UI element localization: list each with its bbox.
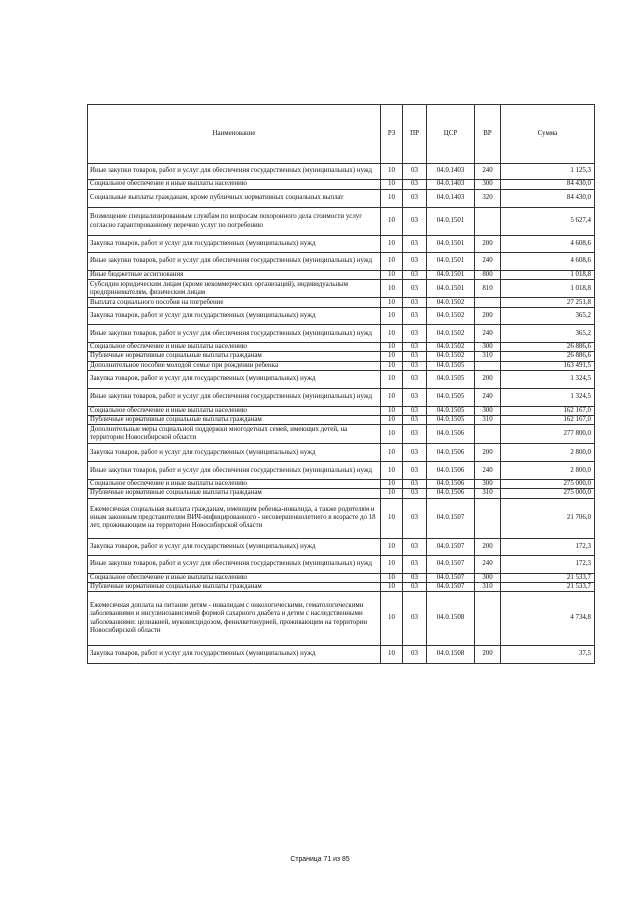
- cell-csr: 04.0.1508: [427, 646, 475, 664]
- cell-name: Выплата социального пособия на погребение: [88, 298, 381, 308]
- cell-name: Публичные нормативные социальные выплаты гражданам: [88, 489, 381, 498]
- cell-name: Ежемесячная социальная выплата гражданам, имеющим ребенка-инвалида, а также родителям и иным законным представителям ВИЧ-инфицированного - несовершеннолетнего в возрасте до 18 лет, проживающим на территории Новосибирской области: [88, 498, 381, 538]
- cell-rz: 10: [381, 208, 403, 236]
- cell-name: Социальное обеспечение и иные выплаты населению: [88, 180, 381, 190]
- cell-name: Иные закупки товаров, работ и услуг для обеспечения государственных (муниципальных) нужд: [88, 253, 381, 271]
- cell-csr: 04.0.1501: [427, 271, 475, 280]
- cell-pr: 03: [403, 498, 427, 538]
- cell-vr: 310: [475, 416, 501, 425]
- cell-sum: 4 608,6: [501, 253, 595, 271]
- cell-rz: 10: [381, 164, 403, 180]
- cell-sum: 1 018,8: [501, 271, 595, 280]
- cell-name: Дополнительные меры социальной поддержки многодетных семей, имеющих детей, на территории Новосибирской области: [88, 425, 381, 444]
- cell-vr: 240: [475, 253, 501, 271]
- cell-vr: 200: [475, 308, 501, 325]
- cell-pr: 03: [403, 208, 427, 236]
- cell-name: Социальное обеспечение и иные выплаты населению: [88, 343, 381, 352]
- cell-rz: 10: [381, 462, 403, 480]
- table-row: [88, 190, 595, 208]
- cell-vr: 200: [475, 370, 501, 388]
- cell-pr: 03: [403, 253, 427, 271]
- table-row: [88, 416, 595, 425]
- cell-csr: 04.0.1403: [427, 180, 475, 190]
- cell-csr: 04.0.1502: [427, 325, 475, 343]
- table-row: [88, 592, 595, 646]
- cell-name: Иные закупки товаров, работ и услуг для обеспечения государственных (муниципальных) нужд: [88, 388, 381, 406]
- cell-pr: 03: [403, 271, 427, 280]
- cell-csr: 04.0.1506: [427, 425, 475, 444]
- cell-csr: 04.0.1505: [427, 416, 475, 425]
- cell-sum: 162 167,0: [501, 406, 595, 415]
- table-row: [88, 352, 595, 361]
- cell-vr: [475, 298, 501, 308]
- cell-pr: 03: [403, 416, 427, 425]
- cell-name: Возмещение специализированным службам по вопросам похоронного дела стоимости услуг согласно гарантированному перечню услуг по погребению: [88, 208, 381, 236]
- cell-rz: 10: [381, 489, 403, 498]
- cell-sum: 277 800,0: [501, 425, 595, 444]
- table-row: [88, 280, 595, 298]
- cell-csr: 04.0.1505: [427, 388, 475, 406]
- cell-rz: 10: [381, 370, 403, 388]
- cell-csr: 04.0.1507: [427, 582, 475, 591]
- table-row: [88, 480, 595, 489]
- cell-csr: 04.0.1506: [427, 480, 475, 489]
- table-row: [88, 538, 595, 555]
- cell-csr: 04.0.1505: [427, 370, 475, 388]
- cell-csr: 04.0.1505: [427, 361, 475, 370]
- cell-pr: 03: [403, 406, 427, 415]
- cell-pr: 03: [403, 343, 427, 352]
- cell-sum: 37,5: [501, 646, 595, 664]
- cell-pr: 03: [403, 325, 427, 343]
- cell-vr: 310: [475, 489, 501, 498]
- cell-csr: 04.0.1507: [427, 538, 475, 555]
- header-csr: ЦСР: [427, 105, 475, 164]
- cell-rz: 10: [381, 280, 403, 298]
- cell-rz: 10: [381, 361, 403, 370]
- cell-rz: 10: [381, 573, 403, 582]
- table-row: [88, 343, 595, 352]
- cell-csr: 04.0.1403: [427, 190, 475, 208]
- cell-pr: 03: [403, 236, 427, 253]
- cell-rz: 10: [381, 343, 403, 352]
- cell-sum: 365,2: [501, 308, 595, 325]
- cell-pr: 03: [403, 352, 427, 361]
- cell-csr: 04.0.1507: [427, 498, 475, 538]
- cell-csr: 04.0.1506: [427, 489, 475, 498]
- header-pr: ПР: [403, 105, 427, 164]
- cell-vr: 310: [475, 582, 501, 591]
- table-row: [88, 325, 595, 343]
- cell-pr: 03: [403, 180, 427, 190]
- cell-vr: 300: [475, 573, 501, 582]
- cell-name: Иные закупки товаров, работ и услуг для обеспечения государственных (муниципальных) нужд: [88, 462, 381, 480]
- cell-csr: 04.0.1505: [427, 406, 475, 415]
- cell-pr: 03: [403, 489, 427, 498]
- cell-vr: 240: [475, 388, 501, 406]
- cell-rz: 10: [381, 190, 403, 208]
- table-row: [88, 208, 595, 236]
- cell-name: Дополнительное пособие молодой семье при рождении ребенка: [88, 361, 381, 370]
- cell-name: Социальное обеспечение и иные выплаты населению: [88, 480, 381, 489]
- cell-vr: 200: [475, 538, 501, 555]
- cell-name: Социальные выплаты гражданам, кроме публичных нормативных социальных выплат: [88, 190, 381, 208]
- cell-name: Закупка товаров, работ и услуг для государственных (муниципальных) нужд: [88, 646, 381, 664]
- cell-vr: [475, 498, 501, 538]
- cell-sum: 163 491,5: [501, 361, 595, 370]
- cell-rz: 10: [381, 592, 403, 646]
- cell-pr: 03: [403, 444, 427, 462]
- header-rz: РЗ: [381, 105, 403, 164]
- cell-sum: 2 800,0: [501, 444, 595, 462]
- cell-vr: [475, 208, 501, 236]
- table-row: [88, 180, 595, 190]
- cell-pr: 03: [403, 592, 427, 646]
- cell-name: Социальное обеспечение и иные выплаты населению: [88, 573, 381, 582]
- table-body: [88, 164, 595, 664]
- cell-vr: 300: [475, 180, 501, 190]
- cell-pr: 03: [403, 298, 427, 308]
- cell-sum: 4 608,6: [501, 236, 595, 253]
- table-row: [88, 406, 595, 415]
- cell-rz: 10: [381, 236, 403, 253]
- cell-sum: 27 251,8: [501, 298, 595, 308]
- cell-pr: 03: [403, 280, 427, 298]
- table-row: [88, 555, 595, 573]
- budget-table: [87, 104, 595, 664]
- cell-vr: [475, 425, 501, 444]
- cell-pr: 03: [403, 164, 427, 180]
- cell-vr: 300: [475, 406, 501, 415]
- cell-rz: 10: [381, 582, 403, 591]
- cell-csr: 04.0.1501: [427, 208, 475, 236]
- cell-sum: 172,3: [501, 555, 595, 573]
- cell-pr: 03: [403, 388, 427, 406]
- cell-vr: 800: [475, 271, 501, 280]
- cell-vr: 240: [475, 164, 501, 180]
- cell-name: Иные закупки товаров, работ и услуг для обеспечения государственных (муниципальных) нужд: [88, 555, 381, 573]
- cell-pr: 03: [403, 190, 427, 208]
- cell-name: Ежемесячная доплата на питание детям - инвалидам с онкологическими, гематологическими заболеваниями и инсулинозависимой формой сахарного диабета и детям с наследственными заболеваниями: целиакией, муковисцидозом, фенилкетонурией, проживающим на территории Новосибирской области: [88, 592, 381, 646]
- cell-name: Закупка товаров, работ и услуг для государственных (муниципальных) нужд: [88, 370, 381, 388]
- cell-rz: 10: [381, 180, 403, 190]
- cell-csr: 04.0.1502: [427, 352, 475, 361]
- cell-pr: 03: [403, 573, 427, 582]
- cell-sum: 1 125,3: [501, 164, 595, 180]
- cell-pr: 03: [403, 425, 427, 444]
- cell-sum: 2 800,0: [501, 462, 595, 480]
- cell-sum: 172,3: [501, 538, 595, 555]
- cell-name: Иные закупки товаров, работ и услуг для обеспечения государственных (муниципальных) нужд: [88, 325, 381, 343]
- table-row: [88, 444, 595, 462]
- cell-vr: 200: [475, 236, 501, 253]
- cell-sum: 26 886,6: [501, 343, 595, 352]
- cell-sum: 21 533,7: [501, 582, 595, 591]
- cell-rz: 10: [381, 498, 403, 538]
- cell-rz: 10: [381, 352, 403, 361]
- cell-rz: 10: [381, 444, 403, 462]
- table-row: [88, 425, 595, 444]
- cell-rz: 10: [381, 555, 403, 573]
- cell-csr: 04.0.1502: [427, 298, 475, 308]
- cell-vr: 240: [475, 555, 501, 573]
- table-row: [88, 388, 595, 406]
- cell-pr: 03: [403, 308, 427, 325]
- cell-csr: 04.0.1502: [427, 308, 475, 325]
- cell-sum: 21 533,7: [501, 573, 595, 582]
- cell-csr: 04.0.1506: [427, 462, 475, 480]
- cell-rz: 10: [381, 298, 403, 308]
- cell-vr: 240: [475, 325, 501, 343]
- cell-name: Закупка товаров, работ и услуг для государственных (муниципальных) нужд: [88, 444, 381, 462]
- cell-sum: 365,2: [501, 325, 595, 343]
- cell-vr: [475, 361, 501, 370]
- cell-sum: 5 627,4: [501, 208, 595, 236]
- cell-rz: 10: [381, 538, 403, 555]
- cell-name: Социальное обеспечение и иные выплаты населению: [88, 406, 381, 415]
- cell-name: Закупка товаров, работ и услуг для государственных (муниципальных) нужд: [88, 308, 381, 325]
- cell-rz: 10: [381, 271, 403, 280]
- cell-csr: 04.0.1502: [427, 343, 475, 352]
- cell-vr: 320: [475, 190, 501, 208]
- cell-sum: 162 167,0: [501, 416, 595, 425]
- table-row: [88, 164, 595, 180]
- cell-vr: 300: [475, 480, 501, 489]
- cell-rz: 10: [381, 308, 403, 325]
- cell-pr: 03: [403, 555, 427, 573]
- table-row: [88, 236, 595, 253]
- cell-rz: 10: [381, 253, 403, 271]
- cell-pr: 03: [403, 538, 427, 555]
- cell-pr: 03: [403, 462, 427, 480]
- table-row: [88, 582, 595, 591]
- header-vr: ВР: [475, 105, 501, 164]
- cell-sum: 1 324,5: [501, 388, 595, 406]
- cell-name: Публичные нормативные социальные выплаты гражданам: [88, 582, 381, 591]
- table-row: [88, 370, 595, 388]
- cell-csr: 04.0.1403: [427, 164, 475, 180]
- cell-pr: 03: [403, 646, 427, 664]
- cell-csr: 04.0.1508: [427, 592, 475, 646]
- cell-name: Иные закупки товаров, работ и услуг для обеспечения государственных (муниципальных) нужд: [88, 164, 381, 180]
- table-row: [88, 462, 595, 480]
- cell-rz: 10: [381, 325, 403, 343]
- cell-rz: 10: [381, 388, 403, 406]
- page-number: Страница 71 из 85: [290, 856, 350, 863]
- cell-name: Публичные нормативные социальные выплаты гражданам: [88, 352, 381, 361]
- cell-sum: 275 000,0: [501, 489, 595, 498]
- cell-csr: 04.0.1507: [427, 555, 475, 573]
- cell-sum: 1 324,5: [501, 370, 595, 388]
- cell-vr: 300: [475, 343, 501, 352]
- table-row: [88, 298, 595, 308]
- cell-name: Иные бюджетные ассигнования: [88, 271, 381, 280]
- table-row: [88, 498, 595, 538]
- cell-rz: 10: [381, 425, 403, 444]
- cell-csr: 04.0.1507: [427, 573, 475, 582]
- cell-sum: 275 000,0: [501, 480, 595, 489]
- table-row: [88, 646, 595, 664]
- cell-rz: 10: [381, 406, 403, 415]
- cell-rz: 10: [381, 416, 403, 425]
- cell-sum: 1 018,8: [501, 280, 595, 298]
- cell-name: Закупка товаров, работ и услуг для государственных (муниципальных) нужд: [88, 538, 381, 555]
- cell-vr: 200: [475, 646, 501, 664]
- cell-name: Закупка товаров, работ и услуг для государственных (муниципальных) нужд: [88, 236, 381, 253]
- cell-sum: 4 734,8: [501, 592, 595, 646]
- cell-vr: 810: [475, 280, 501, 298]
- table-row: [88, 361, 595, 370]
- cell-vr: [475, 592, 501, 646]
- table-row: [88, 271, 595, 280]
- cell-csr: 04.0.1501: [427, 236, 475, 253]
- cell-sum: 21 706,0: [501, 498, 595, 538]
- table-row: [88, 573, 595, 582]
- cell-vr: 240: [475, 462, 501, 480]
- cell-sum: 84 430,0: [501, 180, 595, 190]
- cell-name: Субсидии юридическим лицам (кроме некоммерческих организаций), индивидуальным предпринимателям, физическим лицам: [88, 280, 381, 298]
- header-name: Наименование: [88, 105, 381, 164]
- cell-vr: 310: [475, 352, 501, 361]
- cell-csr: 04.0.1506: [427, 444, 475, 462]
- cell-pr: 03: [403, 361, 427, 370]
- table-header-row: [88, 105, 595, 164]
- cell-pr: 03: [403, 370, 427, 388]
- cell-rz: 10: [381, 480, 403, 489]
- header-sum: Сумма: [501, 105, 595, 164]
- cell-vr: 200: [475, 444, 501, 462]
- cell-csr: 04.0.1501: [427, 280, 475, 298]
- cell-sum: 84 430,0: [501, 190, 595, 208]
- cell-pr: 03: [403, 480, 427, 489]
- table-row: [88, 308, 595, 325]
- cell-sum: 26 886,6: [501, 352, 595, 361]
- cell-name: Публичные нормативные социальные выплаты гражданам: [88, 416, 381, 425]
- cell-pr: 03: [403, 582, 427, 591]
- cell-csr: 04.0.1501: [427, 253, 475, 271]
- cell-rz: 10: [381, 646, 403, 664]
- table-row: [88, 489, 595, 498]
- table-row: [88, 253, 595, 271]
